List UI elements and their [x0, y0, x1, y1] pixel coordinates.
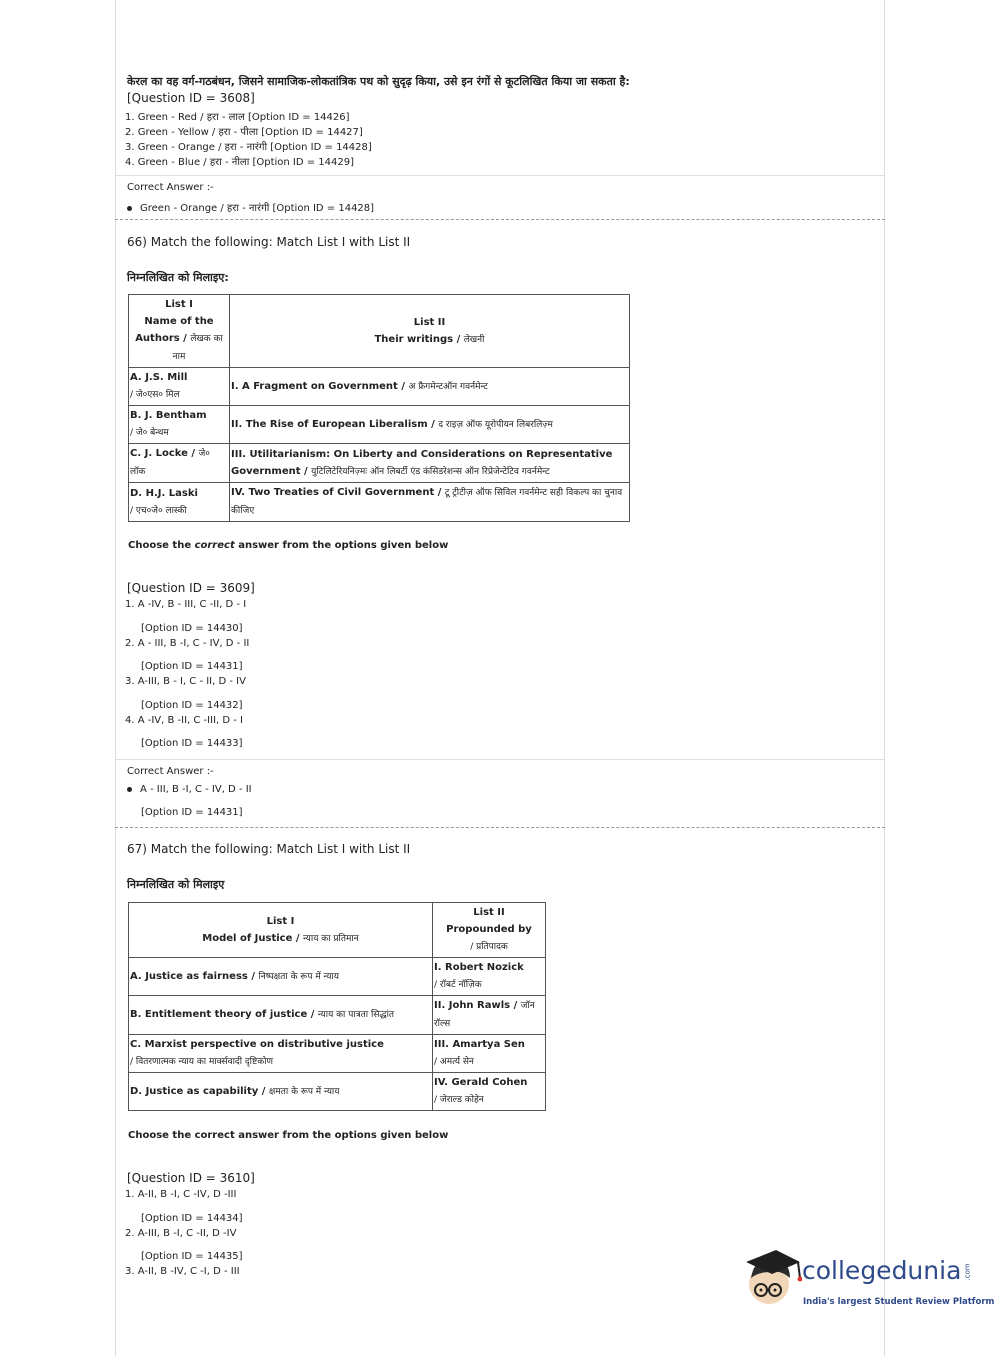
q65-correct-text: Green - Orange / हरा - नारंगी [Option ID = 14428] — [140, 203, 375, 214]
table-row: C. J. Locke / जे० लॉक III. Utilitarianism: On Liberty and Considerations on Representative Government / युटिलिटेरियनिज़्मः ऑन लिबर्टी एंड कंसिडरेशन्स ऑन रिप्रेजेन्टेटिव गवर्नमेन्ट — [129, 444, 630, 483]
q67-title: 67) Match the following: Match List I with List II — [127, 842, 411, 856]
q65-question-id: [Question ID = 3608] — [127, 91, 255, 105]
q67-list2-header: List II Propounded by / प्रतिपादक — [433, 903, 546, 958]
q67-hindi-instruction: निम्नलिखित को मिलाइए — [127, 878, 225, 891]
q66-correct-answer — [127, 784, 252, 795]
q65-hindi-text: केरल का वह वर्ग-गठबंधन, जिसने सामाजिक-लोकतांत्रिक पथ को सुदृढ़ किया, उसे इन रंगों से कूटलिखित किया जा सकता है: — [127, 75, 630, 88]
q65-option-1: 1. Green - Red / हरा - लाल [Option ID = 14426] — [125, 112, 350, 123]
q65-correct-label: Correct Answer :- — [127, 182, 214, 193]
q66-hindi-instruction: निम्नलिखित को मिलाइए: — [127, 271, 229, 284]
logo-tagline: India's largest Student Review Platform — [803, 1297, 995, 1307]
q66-choose-instruction: Choose the correct answer from the options given below — [128, 540, 449, 551]
q66-option-1: 1. A -IV, B - III, C -II, D - I — [125, 599, 247, 610]
q65-option-2: 2. Green - Yellow / हरा - पीला [Option ID = 14427] — [125, 127, 363, 138]
q67-option-3: 3. A-II, B -IV, C -I, D - III — [125, 1266, 240, 1277]
q66-correct-text: A - III, B -I, C - IV, D - II — [140, 784, 252, 795]
table-row: D. Justice as capability / क्षमता के रूप में न्याय IV. Gerald Cohen / जेराल्ड कोहेन — [129, 1073, 546, 1111]
q66-option-2-id: [Option ID = 14431] — [141, 661, 243, 672]
q67-question-id: [Question ID = 3610] — [127, 1171, 255, 1185]
q65-option-3: 3. Green - Orange / हरा - नारंगी [Option ID = 14428] — [125, 142, 372, 153]
logo-suffix: .com — [963, 1263, 972, 1281]
q67-match-table — [128, 902, 546, 1111]
collegedunia-logo — [742, 1248, 995, 1318]
q65-option-4: 4. Green - Blue / हरा - नीला [Option ID = 14429] — [125, 157, 355, 168]
mascot-icon — [742, 1248, 802, 1310]
q66-option-2: 2. A - III, B -I, C - IV, D - II — [125, 638, 250, 649]
q67-choose-instruction: Choose the correct answer from the options given below — [128, 1130, 449, 1141]
q67-list1-header: List I Model of Justice / न्याय का प्रतिमान — [129, 903, 433, 958]
bullet-icon — [127, 206, 132, 211]
q67-option-1-id: [Option ID = 14434] — [141, 1213, 243, 1224]
table-row: A. Justice as fairness / निष्पक्षता के रूप में न्याय I. Robert Nozick / रॉबर्ट नॉज़िक — [129, 958, 546, 996]
q66-question-id: [Question ID = 3609] — [127, 581, 255, 595]
q66-list2-header: List II Their writings / लेखनी — [230, 295, 630, 368]
q66-option-1-id: [Option ID = 14430] — [141, 623, 243, 634]
q67-option-1: 1. A-II, B -I, C -IV, D -III — [125, 1189, 237, 1200]
table-row: C. Marxist perspective on distributive justice / वितरणात्मक न्याय का मार्क्सवादी दृष्टिकोण III. Amartya Sen / अमर्त्य सेन — [129, 1035, 546, 1073]
question-separator — [115, 219, 885, 220]
divider — [115, 175, 885, 176]
q67-option-2: 2. A-III, B -I, C -II, D -IV — [125, 1228, 237, 1239]
q66-list1-header: List I Name of the Authors / लेखक का नाम — [129, 295, 230, 368]
bullet-icon — [127, 787, 132, 792]
table-row: D. H.J. Laski / एच०जे० लास्की IV. Two Treaties of Civil Government / टू ट्रीटीज़ ऑफ सिविल गवर्नमेन्ट सही विकल्प का चुनाव कीजिए — [129, 483, 630, 522]
q66-title: 66) Match the following: Match List I with List II — [127, 235, 411, 249]
right-margin-line — [884, 0, 885, 1356]
table-row: B. J. Bentham / जे० बेन्थम II. The Rise of European Liberalism / द राइज़ ऑफ यूरोपीयन लिबरलिज़्म — [129, 406, 630, 444]
q66-option-3: 3. A-III, B - I, C - II, D - IV — [125, 676, 246, 687]
table-row: A. J.S. Mill / जे०एस० मिल I. A Fragment on Government / अ फ्रैगमेन्टऑन गवर्नमेन्ट — [129, 368, 630, 406]
table-row: B. Entitlement theory of justice / न्याय का पात्रता सिद्धांत II. John Rawls / जॉन रॉल्स — [129, 996, 546, 1035]
question-separator — [115, 827, 885, 828]
q66-correct-label: Correct Answer :- — [127, 766, 214, 777]
left-margin-line — [115, 0, 116, 1356]
divider — [115, 759, 885, 760]
q65-correct-answer — [127, 200, 374, 214]
q67-option-2-id: [Option ID = 14435] — [141, 1251, 243, 1262]
q66-correct-id: [Option ID = 14431] — [141, 807, 243, 818]
q66-match-table — [128, 294, 630, 522]
logo-wordmark: collegedunia — [802, 1256, 962, 1285]
q66-option-4: 4. A -IV, B -II, C -III, D - I — [125, 715, 243, 726]
q66-option-4-id: [Option ID = 14433] — [141, 738, 243, 749]
q66-option-3-id: [Option ID = 14432] — [141, 700, 243, 711]
